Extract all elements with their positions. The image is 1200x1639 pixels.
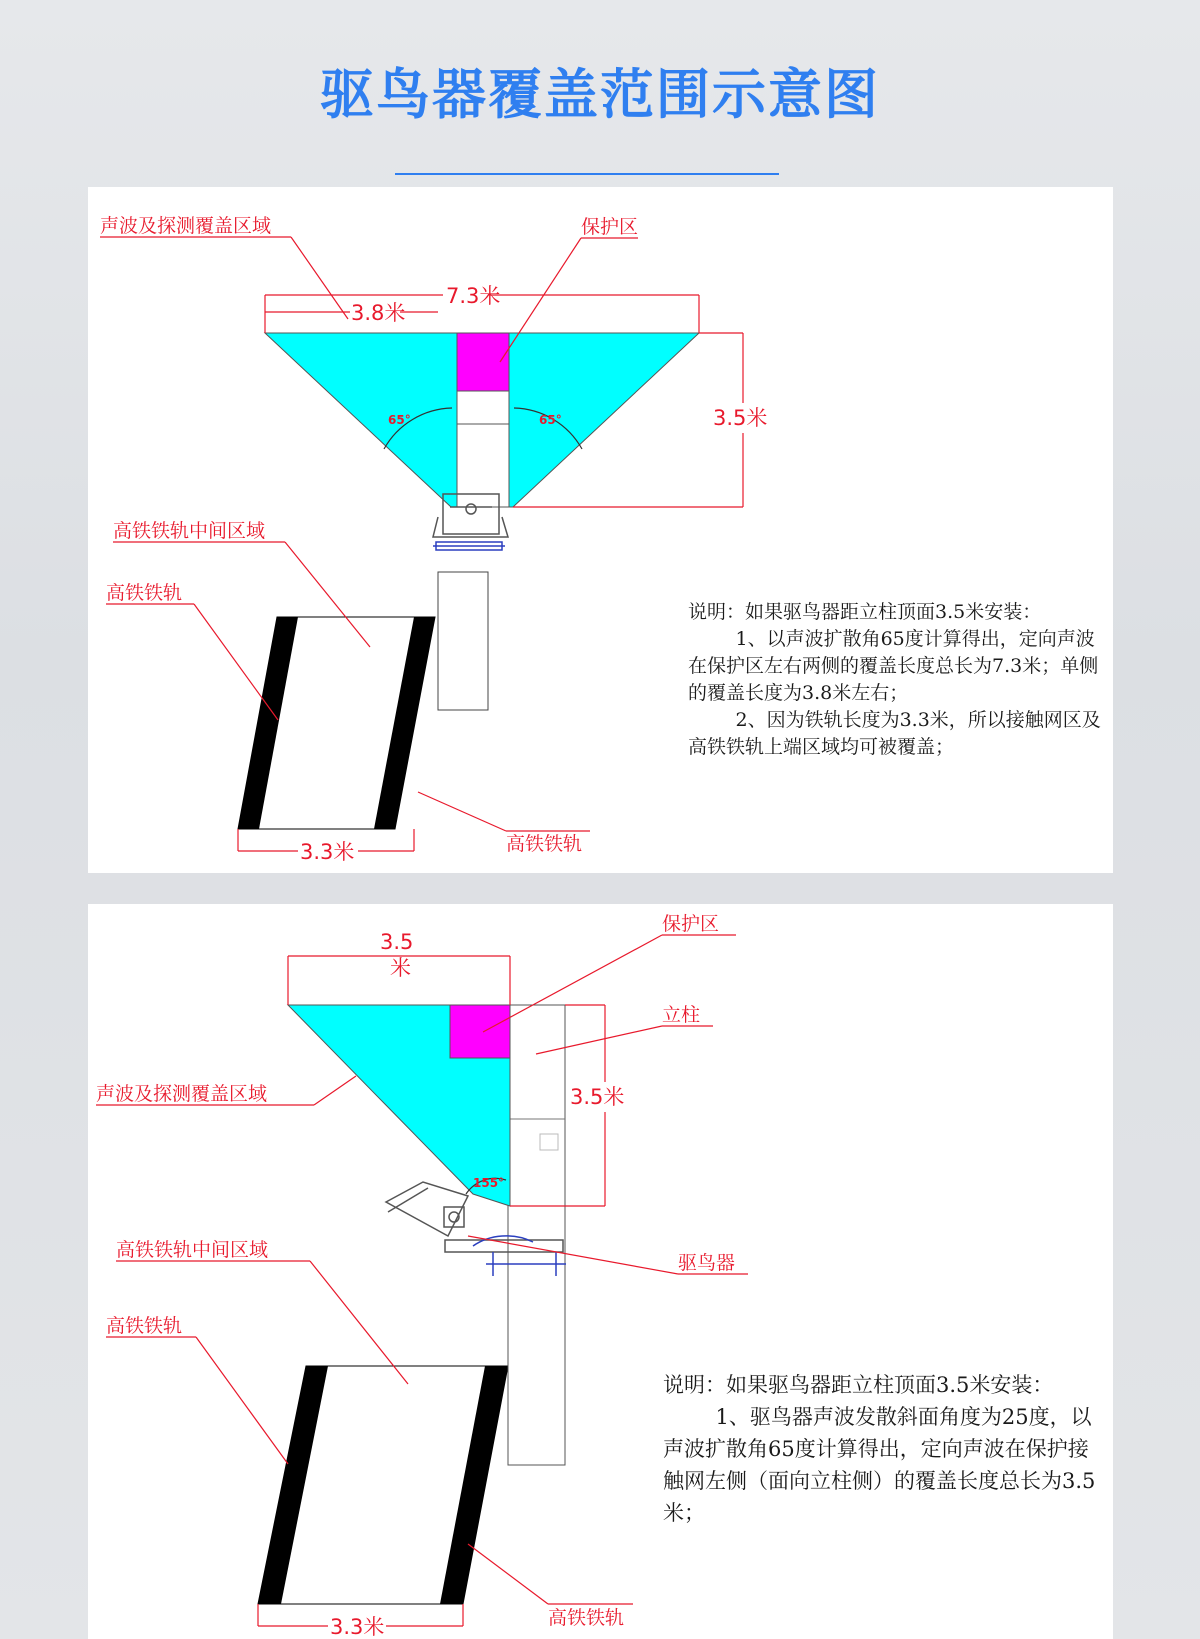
note-item-1: 1、以声波扩散角65度计算得出，定向声波在保护区左右两侧的覆盖长度总长为7.3米；单侧的覆盖长度为3.8米左右； <box>688 628 1099 704</box>
label-coverage-area: 声波及探测覆盖区域 <box>96 1083 268 1105</box>
diagram-panel-front-view <box>88 187 1113 873</box>
label-rail-right: 高铁铁轨 <box>506 833 583 855</box>
protection-zone <box>450 1005 510 1058</box>
label-rail-middle: 高铁铁轨中间区域 <box>116 1239 269 1261</box>
label-rail-middle: 高铁铁轨中间区域 <box>113 520 266 542</box>
dim-rail-width: 3.3米 <box>300 840 355 864</box>
dim-height: 3.5米 <box>713 406 768 430</box>
label-protection-zone: 保护区 <box>662 913 720 935</box>
explanation-note <box>663 1369 1108 1529</box>
dim-height: 3.5米 <box>570 1085 625 1109</box>
dim-total-width: 7.3米 <box>446 284 501 308</box>
explanation-note <box>688 599 1108 761</box>
label-coverage-area: 声波及探测覆盖区域 <box>100 215 272 237</box>
dim-top-width-number: 3.5 <box>380 930 414 954</box>
pillar <box>508 1005 565 1465</box>
note-item-1: 1、驱鸟器声波发散斜面角度为25度，以声波扩散角65度计算得出，定向声波在保护接触网左侧（面向立柱侧）的覆盖长度总长为3.5米； <box>663 1405 1096 1525</box>
label-device: 驱鸟器 <box>678 1252 736 1274</box>
note-heading: 说明：如果驱鸟器距立柱顶面3.5米安装： <box>663 1373 1054 1397</box>
note-heading: 说明：如果驱鸟器距立柱顶面3.5米安装： <box>688 601 1042 623</box>
label-rail-left: 高铁铁轨 <box>106 582 183 604</box>
angle-label: 155° <box>473 1176 505 1190</box>
angle-label-left: 65° <box>388 413 411 427</box>
dim-top-width-unit: 米 <box>390 956 411 980</box>
protection-zone <box>457 333 509 391</box>
page-title: 驱鸟器覆盖范围示意图 <box>320 63 880 126</box>
label-protection-zone: 保护区 <box>581 216 639 238</box>
label-rail-right: 高铁铁轨 <box>548 1607 625 1629</box>
diagram-panel-side-view <box>88 904 1113 1639</box>
label-rail-left: 高铁铁轨 <box>106 1315 183 1337</box>
label-pillar: 立柱 <box>662 1004 701 1026</box>
dim-side-width: 3.8米 <box>351 301 406 325</box>
note-item-2: 2、因为铁轨长度为3.3米，所以接触网区及高铁铁轨上端区域均可被覆盖； <box>688 709 1101 758</box>
pillar <box>438 572 488 710</box>
front-view-diagram <box>88 187 1113 873</box>
dim-rail-width: 3.3米 <box>330 1615 385 1639</box>
angle-label-right: 65° <box>539 413 562 427</box>
title-underline <box>395 173 779 175</box>
